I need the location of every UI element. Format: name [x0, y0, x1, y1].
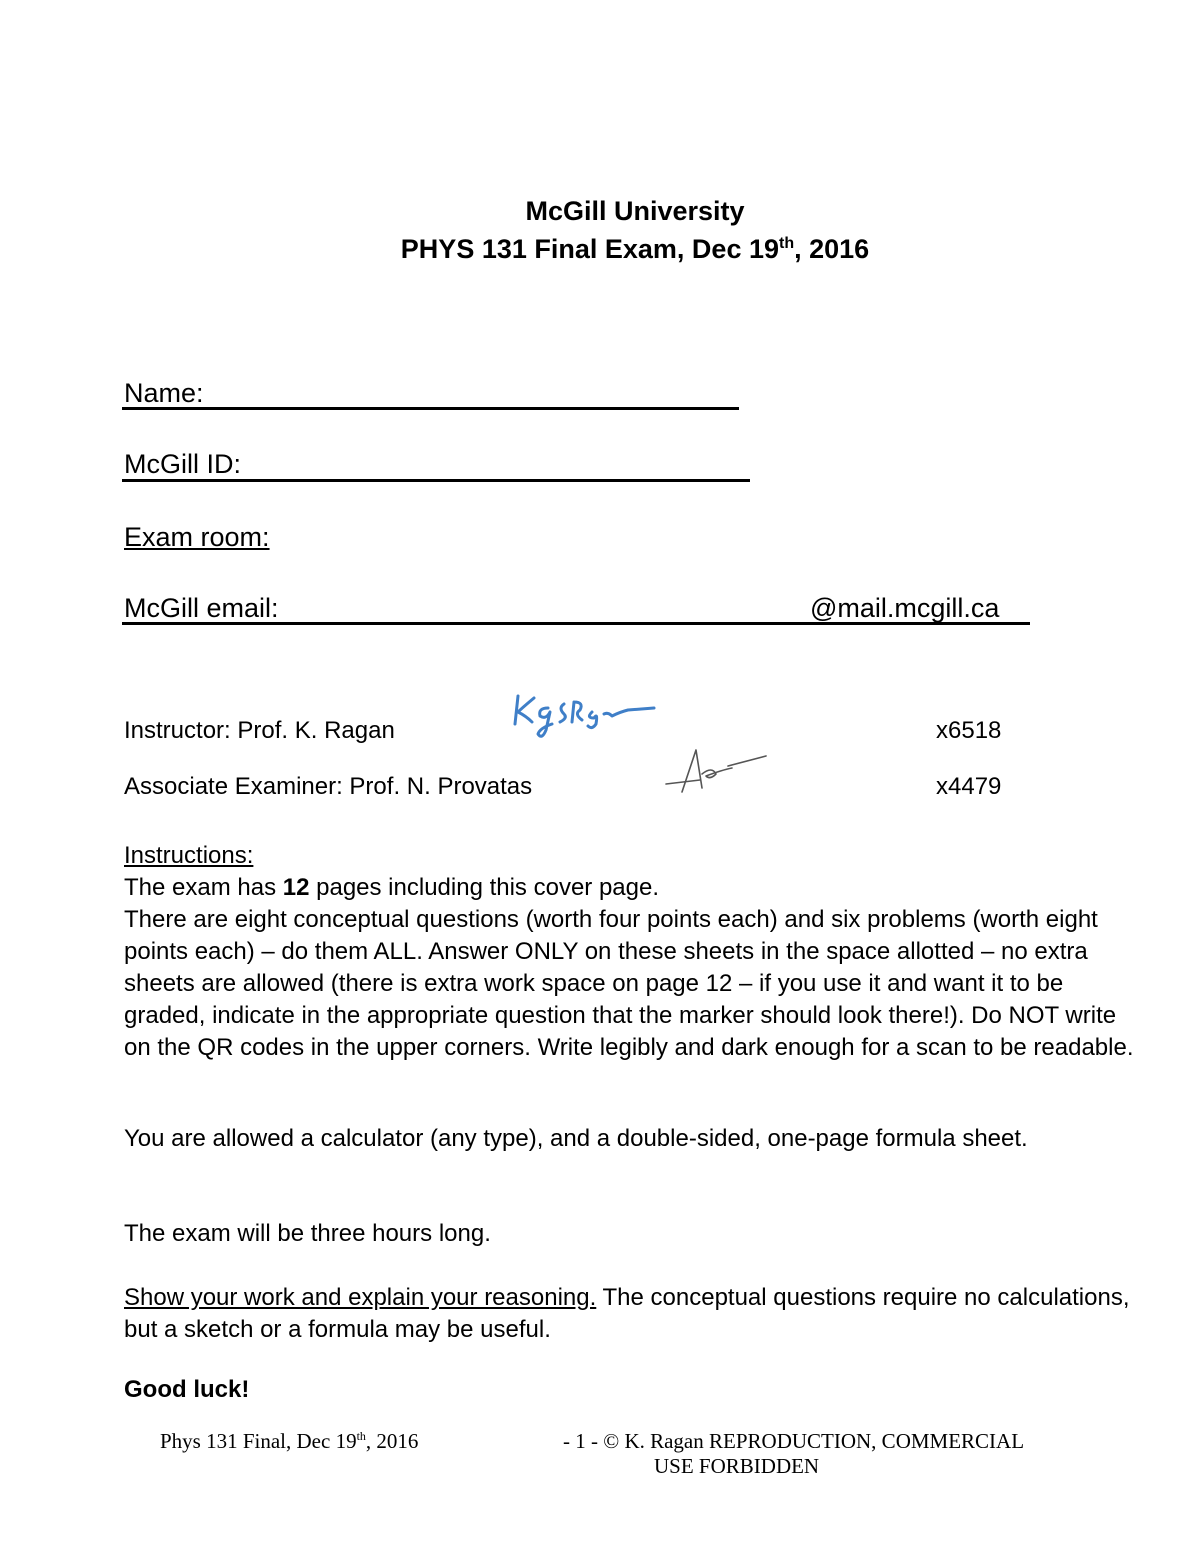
- exam-room-label: Exam room:: [124, 522, 270, 552]
- instructions-heading: Instructions:: [124, 842, 254, 869]
- associate-examiner-label: Associate Examiner: Prof. N. Provatas: [124, 773, 533, 800]
- instructor-label: Instructor: Prof. K. Ragan: [124, 717, 395, 744]
- instructor-extension: x6518: [936, 717, 1002, 744]
- instructor-signature: [508, 688, 658, 746]
- allowed-paragraph: You are allowed a calculator (any type), and a double-sided, one-page formula sheet.: [124, 1125, 1028, 1152]
- associate-signature: [662, 744, 772, 796]
- name-field-line[interactable]: [122, 407, 739, 410]
- exam-title: PHYS 131 Final Exam, Dec 19th, 2016: [400, 234, 870, 264]
- duration-paragraph: The exam will be three hours long.: [124, 1220, 491, 1247]
- mcgill-id-label: McGill ID:: [124, 449, 241, 479]
- show-work-paragraph: Show your work and explain your reasoning. The conceptual questions require no calculations, but a sketch or a formula may be useful.: [124, 1284, 1130, 1343]
- footer-left: Phys 131 Final, Dec 19th, 2016: [160, 1429, 419, 1453]
- email-label: McGill email:: [124, 593, 279, 623]
- good-luck: Good luck!: [124, 1376, 250, 1403]
- page-count: 12: [282, 874, 310, 901]
- mcgill-id-field-line[interactable]: [122, 479, 750, 482]
- show-work-emphasis: Show your work and explain your reasoning.: [124, 1284, 597, 1311]
- university-title: McGill University: [525, 196, 745, 226]
- email-domain: @mail.mcgill.ca: [810, 593, 1000, 623]
- page-count-line: The exam has 12 pages including this cover page.: [124, 874, 660, 901]
- instructions-section: [124, 840, 1134, 1064]
- associate-extension: x4479: [936, 773, 1002, 800]
- footer-right: - 1 - © K. Ragan REPRODUCTION, COMMERCIAL USE FORBIDDEN: [563, 1429, 1025, 1478]
- name-label: Name:: [124, 378, 204, 408]
- rules-paragraph: There are eight conceptual questions (worth four points each) and six problems (worth eight points each) – do them ALL. Answer ONLY on these sheets in the space allotted – no extra sheets are allowed (there is extra work space on page 12 – if you use it and want it to be graded, indicate in the appropriate question that the marker should look there!). Do NOT write on the QR codes in the upper corners. Write legibly and dark enough for a scan to be readable.: [124, 906, 1134, 1061]
